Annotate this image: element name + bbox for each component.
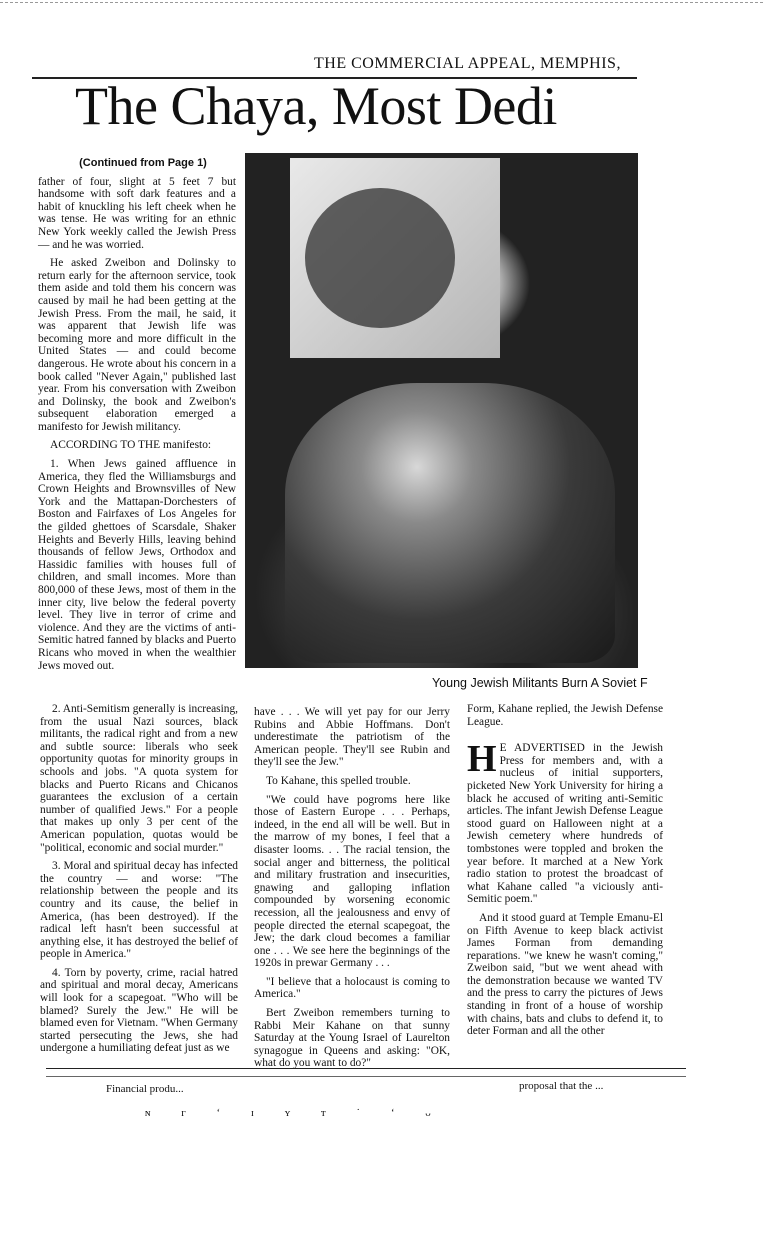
paragraph: "We could have pogroms here like those of Eastern Europe . . . Perhaps, indeed, in the end all will be well. But in the marrow of my bones, I feel that a disaster looms. . . The racial tension, the social anger and bitterness, the political and military frustration and insecurities, gnawing and galloping inflation compounded by worsening economic recession, all the jealousness and envy of people directed the eternal scapegoat, the Jew; the dark cloud becomes a familiar one . . . We see here the beginnings of the 1920s in prewar Germany . . . — [254, 793, 450, 970]
paragraph: 3. Moral and spiritual decay has infected the country — and worse: "The relationship between the people and its country and its cause, the belief in America, (has been destroyed). If the radical left hasn't been successful at anything else, it has destroyed the belief of people in America." — [40, 860, 238, 961]
paragraph: "I believe that a holocaust is coming to America." — [254, 975, 450, 1001]
paragraph — [467, 738, 663, 906]
continued-note: (Continued from Page 1) — [79, 157, 207, 169]
bottom-rule-2 — [46, 1076, 686, 1077]
drop-cap: H — [467, 738, 497, 781]
paragraph: And it stood guard at Temple Emanu-El on Fifth Avenue to keep black activist James Forman from demanding reparations. "we knew he wasn't coming," Zweibon said, "but we went ahead with the demonstration because we wanted TV and the press to carry the pictures of Jews standing in front of a house of worship with chains, bats and clubs to defend it, to deter Forman and all the other — [467, 911, 663, 1038]
paragraph: Bert Zweibon remembers turning to Rabbi Meir Kahane on that sunny Saturday at the Young Israel of Laurelton synagogue in Queens and asking: "OK, what do you want to do?" — [254, 1007, 450, 1070]
protest-photo — [245, 153, 638, 668]
paragraph: 2. Anti-Semitism generally is increasing, from the usual Nazi sources, black militants, the radical right and from a new and subtle source: liberals who seek opportunity quotas for minority groups in schools and jobs. "A quota system for blacks and Puerto Ricans and Chicanos guarantees the exclusion of a certain number of qualified Jews." For a people that makes up only 3 per cent of the American population, quotas would be "political, economic and social murder." — [40, 703, 239, 854]
paragraph: He asked Zweibon and Dolinsky to return early for the afternoon service, took them aside and told them his concern was caused by mail he had been getting at the Jewish Press. From the mail, he said, it was apparent that Jewish life was becoming more and more difficult in the United States — and could become dangerous. He wrote about his concern in a book called "Never Again," published last year. From his conversation with Zweibon and Dolinsky, the book and Zweibon's subsequent elaboration emerged a manifesto for Jewish militancy. — [38, 257, 236, 433]
column-3 — [467, 703, 663, 1044]
drop-cap-paragraph-text: E ADVERTISED in the Jewish Press for members and, with a nucleus of initial supporters, picketed New York University for hiring a black he accused of writing anti-Semitic articles. The infant Jewish Defense League stood guard on Halloween night at a Jewish cemetery where hundreds of tombstones were toppled and broken the year before. It marched at a New York radio station to protest the broadcast of what Kahane called "a viciously anti-Semitic poem." — [467, 742, 663, 906]
photo-crowd — [285, 383, 615, 663]
column-1 — [38, 157, 236, 678]
footer-fragment-cut: ɴ ᴦ ʻ ɪ ʏ ᴛ ˙ ʻ ᴗ — [145, 1107, 445, 1119]
column-2 — [254, 706, 450, 1076]
paragraph: To Kahane, this spelled trouble. — [266, 774, 411, 787]
paragraph: 4. Torn by poverty, crime, racial hatred and spiritual and moral decay, Americans will look for a scapegoat. "Who will be blamed? Surely the Jew." He will be blamed even for Vietnam. "When Germany started persecuting the Jews, she had undergone a humiliating defeat just as we — [40, 966, 238, 1055]
footer-fragment-left: Financial produ... — [106, 1083, 184, 1095]
paragraph: Form, Kahane replied, the Jewish Defense League. — [467, 703, 663, 728]
newspaper-masthead: THE COMMERCIAL APPEAL, MEMPHIS, — [314, 55, 621, 72]
page-top-edge — [0, 2, 763, 3]
paragraph: have . . . We will yet pay for our Jerry Rubins and Abbie Hoffmans. Don't underestimate the patriotism of the American people. They'll see Rubin and they'll see the Jew." — [254, 706, 450, 769]
column-1-lower — [40, 703, 238, 1061]
article-headline: The Chaya, Most Dedi — [75, 76, 557, 136]
paragraph: father of four, slight at 5 feet 7 but handsome with soft dark features and a habit of knuckling his left cheek when he was tense. He was writing for an ethnic New York weekly called the Jewish Press — and he was worried. — [38, 175, 236, 251]
paragraph: ACCORDING TO THE manifesto: — [50, 439, 212, 452]
footer-fragment-right: proposal that the ... — [519, 1080, 604, 1092]
paragraph: 1. When Jews gained affluence in America, they fled the Williamsburgs and Crown Heights and Brownsvilles of New York and the Mattapan-Dorchesters of Boston and Fairfaxes of Los Angeles for the gilded ghettoes of Scarsdale, Shaker Heights and Beverly Hills, leaving behind thousands of fellow Jews, Orthodox and Hassidic families with houses full of children, and small incomes. More than 800,000 of these Jews, most of them in the inner city, live below the federal poverty level. They live in terror of crime and violence. And they are the victims of anti-Semitic hatred fanned by blacks and Puerto Ricans who moved in when the wealthier Jews moved out. — [38, 458, 237, 672]
photo-poster-face — [305, 188, 455, 328]
photo-caption: Young Jewish Militants Burn A Soviet F — [432, 676, 648, 690]
bottom-rule — [46, 1068, 686, 1069]
